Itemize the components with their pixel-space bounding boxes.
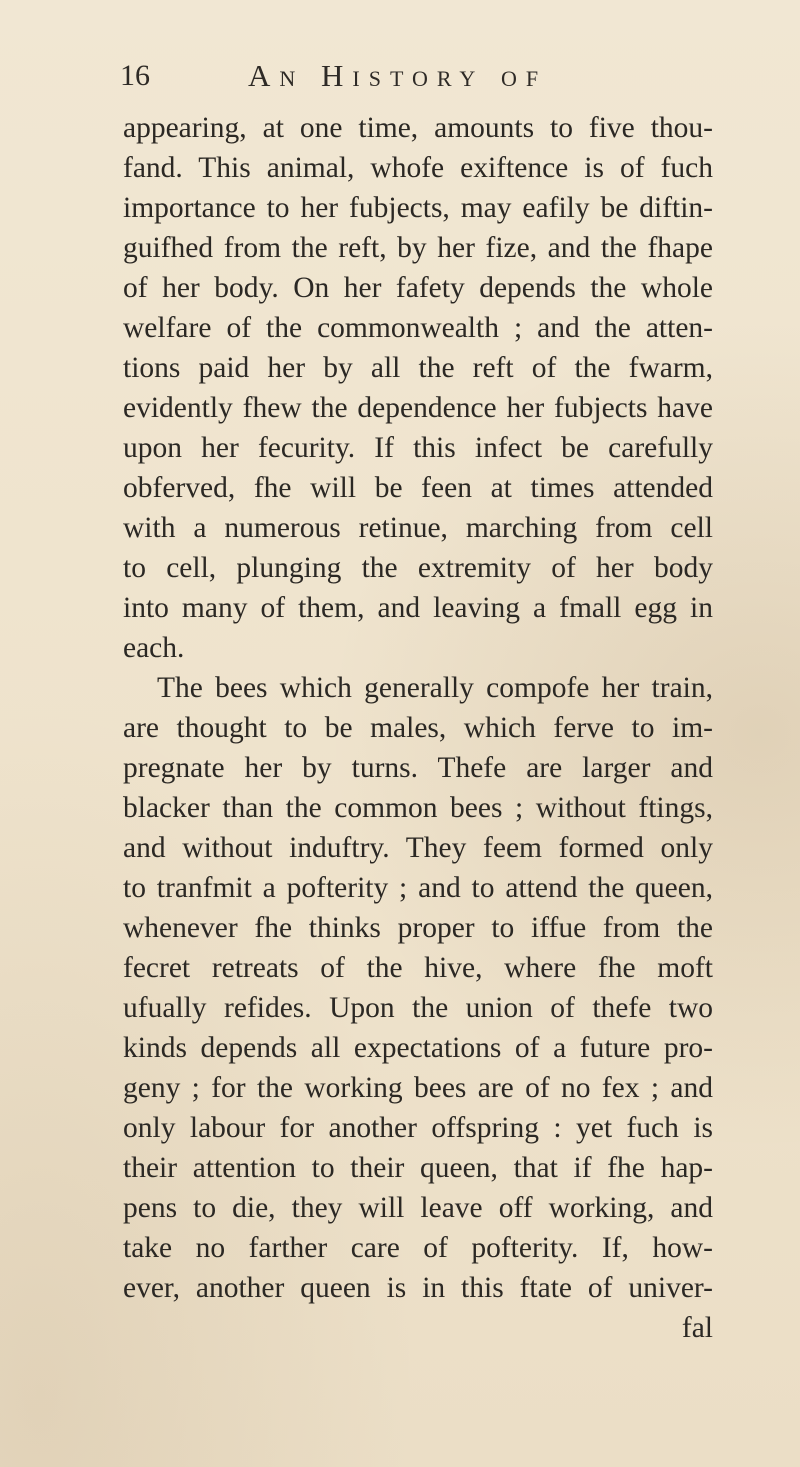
text-line: blacker than the common bees ; without ftings, bbox=[123, 792, 713, 824]
page-header bbox=[0, 56, 800, 96]
text-line: only labour for another offspring : yet fuch is bbox=[123, 1112, 713, 1144]
text-line: into many of them, and leaving a fmall egg in bbox=[123, 592, 713, 624]
text-line: pens to die, they will leave off working, and bbox=[123, 1192, 713, 1224]
text-line: obferved, fhe will be feen at times attended bbox=[123, 472, 713, 504]
text-line: their attention to their queen, that if fhe hap- bbox=[123, 1152, 713, 1184]
text-line: ever, another queen is in this ftate of univer- bbox=[123, 1272, 713, 1304]
text-line: to tranfmit a pofterity ; and to attend the queen, bbox=[123, 872, 713, 904]
text-line: pregnate her by turns. Thefe are larger and bbox=[123, 752, 713, 784]
text-line: whenever fhe thinks proper to iffue from the bbox=[123, 912, 713, 944]
text-line: to cell, plunging the extremity of her body bbox=[123, 552, 713, 584]
text-line: are thought to be males, which ferve to im- bbox=[123, 712, 713, 744]
text-line: with a numerous retinue, marching from cell bbox=[123, 512, 713, 544]
page-number: 16 bbox=[120, 59, 150, 92]
catchword: fal bbox=[681, 1312, 713, 1344]
text-line: guifhed from the reft, by her fize, and the fhape bbox=[123, 232, 713, 264]
text-line: take no farther care of pofterity. If, how- bbox=[123, 1232, 713, 1264]
text-line: tions paid her by all the reft of the fwarm, bbox=[123, 352, 713, 384]
text-line: ufually refides. Upon the union of thefe two bbox=[123, 992, 713, 1024]
text-line: geny ; for the working bees are of no fex ; and bbox=[123, 1072, 713, 1104]
text-line: fand. This animal, whofe exiftence is of fuch bbox=[123, 152, 713, 184]
text-line: appearing, at one time, amounts to five thou- bbox=[123, 112, 713, 144]
paragraph-start-line: The bees which generally compofe her train, bbox=[157, 672, 713, 704]
running-title: An History of bbox=[248, 58, 548, 93]
text-line: evidently fhew the dependence her fubjects have bbox=[123, 392, 713, 424]
text-line: and without induftry. They feem formed only bbox=[123, 832, 713, 864]
text-line: welfare of the commonwealth ; and the atten- bbox=[123, 312, 713, 344]
text-line: importance to her fubjects, may eafily be diftin- bbox=[123, 192, 713, 224]
text-line: fecret retreats of the hive, where fhe moft bbox=[123, 952, 713, 984]
text-line: of her body. On her fafety depends the whole bbox=[123, 272, 713, 304]
text-line: kinds depends all expectations of a future pro- bbox=[123, 1032, 713, 1064]
text-line: upon her fecurity. If this infect be carefully bbox=[123, 432, 713, 464]
paragraph-end-line: each. bbox=[123, 632, 185, 664]
